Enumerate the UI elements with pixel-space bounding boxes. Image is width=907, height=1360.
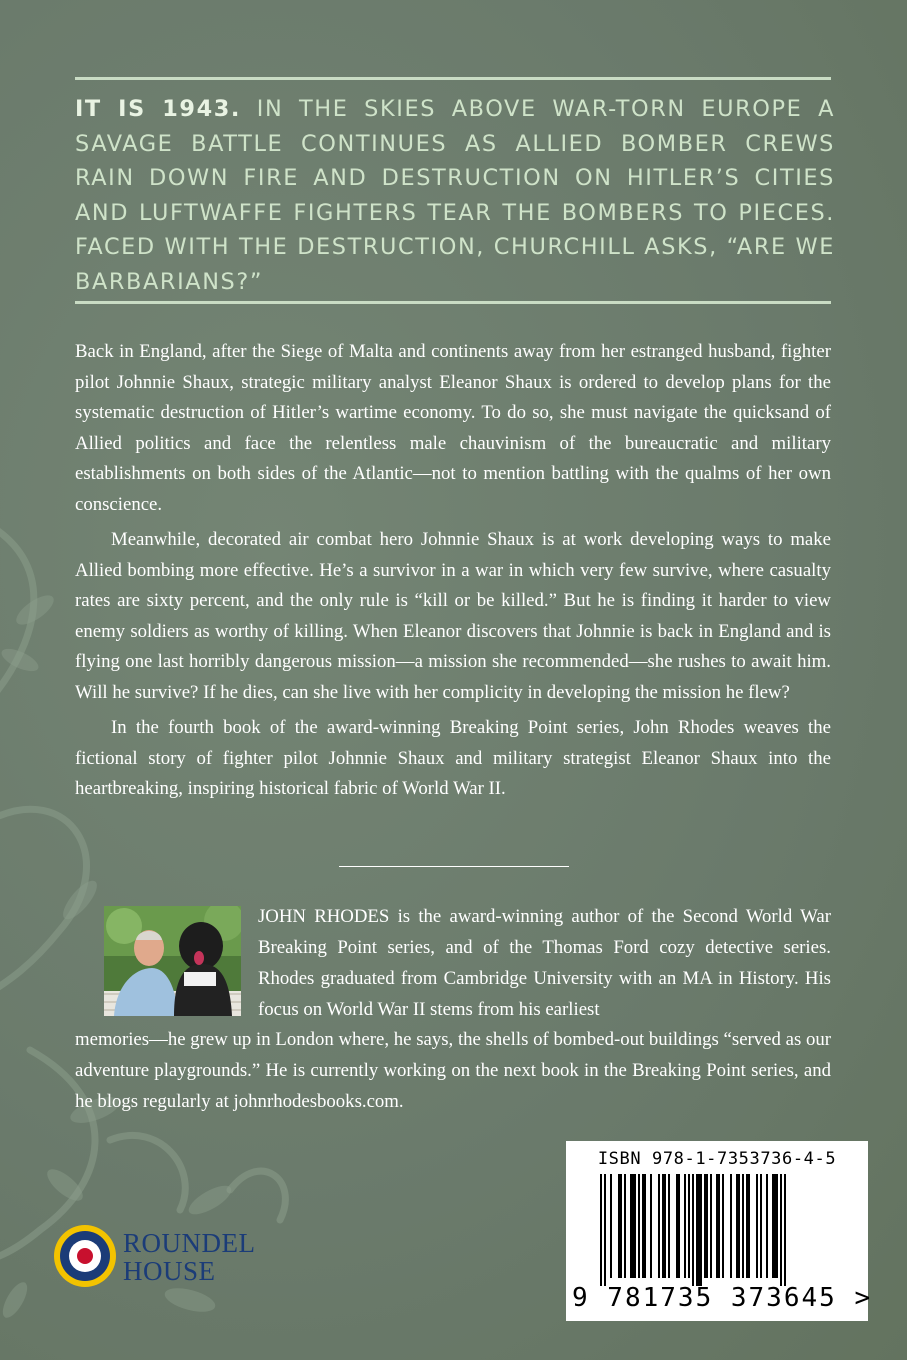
headline-top-rule bbox=[75, 77, 831, 80]
isbn-barcode bbox=[566, 1141, 873, 1321]
author-photo bbox=[104, 906, 241, 1016]
headline bbox=[75, 92, 835, 300]
synopsis-paragraph: Back in England, after the Siege of Malta and continents away from her estranged husband, fighter pilot Johnnie Shaux, strategic military analyst Eleanor Shaux is ordered to develop plans for the systematic destruction of Hitler’s wartime economy. To do so, she must navigate the quicksand of Allied politics and face the relentless male chauvinism of the bureaucratic and military establishments on both sides of the Atlantic—not to mention battling with the qualms of her own conscience. bbox=[75, 341, 831, 515]
synopsis-paragraph: Meanwhile, decorated air combat hero Johnnie Shaux is at work developing ways to make Allied bombing more effective. He’s a survivor in a war in which very few survive, where casualty rates are sixty percent, and the only rule is “kill or be killed.” But he is finding it harder to view enemy soldiers as worthy of killing. When Eleanor discovers that Johnnie is back in England and is flying one last horribly dangerous mission—a mission she recommended—she rushes to await him. Will he survive? If he dies, can she live with her complicity in developing the mission he flew? bbox=[75, 529, 831, 703]
barcode-bars bbox=[600, 1174, 836, 1286]
author-bio-continued: memories—he grew up in London where, he says, the shells of bombed-out buildings “served as our adventure playgrounds.” He is currently working on the next book in the Breaking Point series, and he blogs regularly at johnrhodesbooks.com. bbox=[75, 1029, 831, 1112]
roundel-icon bbox=[53, 1224, 117, 1288]
headline-lead: IT IS 1943. bbox=[75, 96, 242, 122]
ean-number: 9 781735 373645 > bbox=[572, 1283, 873, 1313]
section-divider bbox=[339, 866, 569, 867]
publisher-name-line1: ROUNDEL bbox=[123, 1228, 256, 1258]
synopsis-paragraph: In the fourth book of the award-winning Breaking Point series, John Rhodes weaves the fictional story of fighter pilot Johnnie Shaux and military strategist Eleanor Shaux into the heartbreaking, inspiring historical fabric of World War II. bbox=[75, 717, 831, 799]
publisher-name-line2: HOUSE bbox=[123, 1256, 216, 1286]
headline-text: IN THE SKIES ABOVE WAR-TORN EUROPE A SAVAGE BATTLE CONTINUES AS ALLIED BOMBER CREWS RAIN DOWN FIRE AND DESTRUCTION ON HITLER’S CITIES AND LUFTWAFFE FIGHTERS TEAR THE BOMBERS TO PIECES. FACED WITH THE DESTRUCTION, CHURCHILL ASKS, “ARE WE BARBARIANS?” bbox=[75, 96, 835, 295]
publisher-name bbox=[123, 1229, 256, 1285]
headline-bottom-rule bbox=[75, 301, 831, 304]
synopsis bbox=[75, 337, 831, 805]
isbn-label: ISBN 978-1-7353736-4-5 bbox=[597, 1149, 837, 1169]
author-bio: JOHN RHODES is the award-winning author of the Second World War Breaking Point series, and of the Thomas Ford cozy detective series. Rhodes graduated from Cambridge University with an MA in History. His focus on World War II stems from his earliest bbox=[258, 906, 831, 1020]
